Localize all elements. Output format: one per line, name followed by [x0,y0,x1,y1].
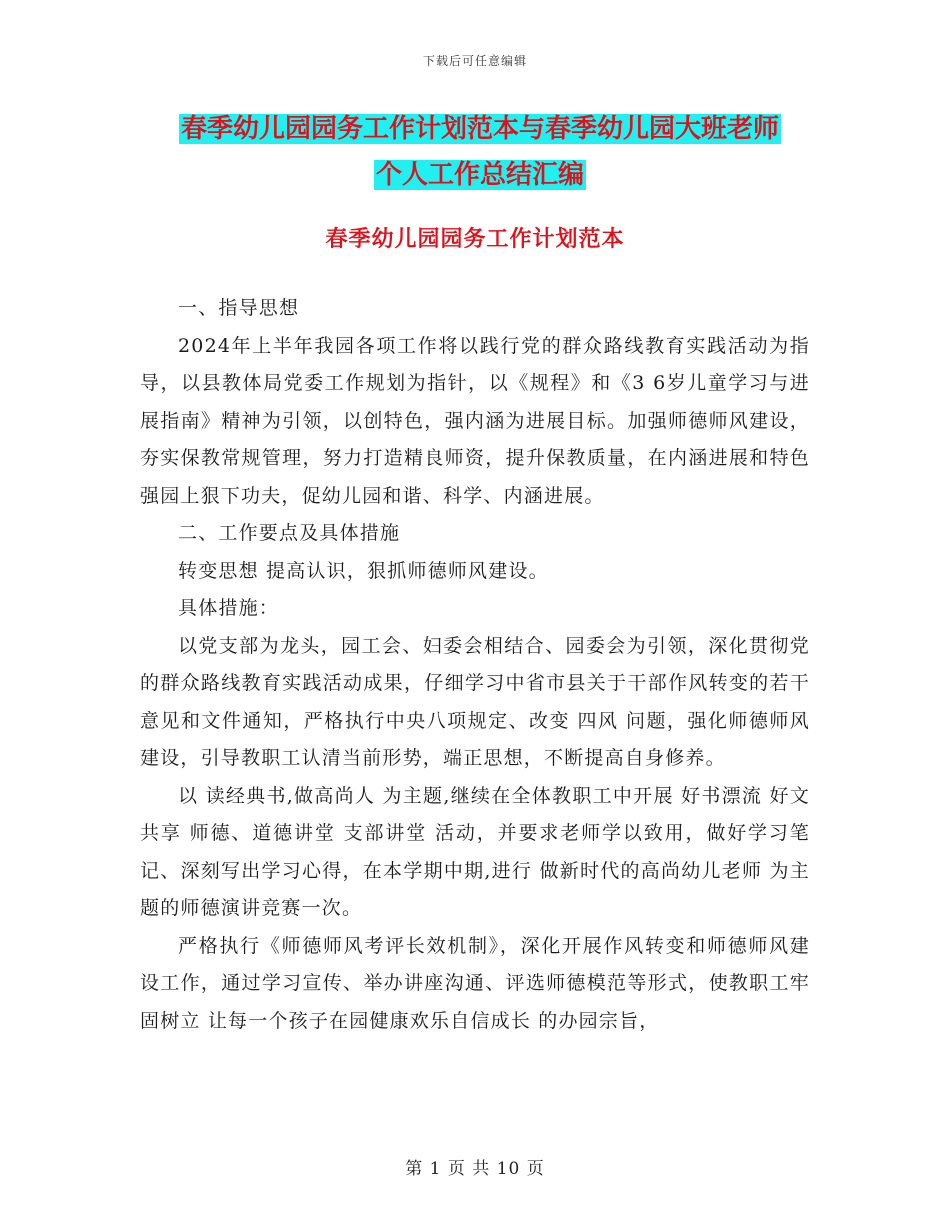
document-title-line-2: 个人工作总结汇编 [375,160,584,190]
page-number: 第 1 页 共 10 页 [405,1159,545,1179]
paragraph: 以党支部为龙头，园工会、妇委会相结合、园委会为引领，深化贯彻党的群众路线教育实践活动成果，仔细学习中省市县关于干部作风转变的若干意见和文件通知，严格执行中央八项规定、改变 四风 问题，强化师德师风建设，引导教职工认清当前形势，端正思想，不断提高自身修养。 [140,634,810,769]
paragraph: 具体措施： [178,597,280,619]
paragraph: 转变思想 提高认识，狠抓师德师风建设。 [178,559,549,582]
heading-guiding-thought: 一、指导思想 [178,297,300,319]
document-body [140,290,810,1040]
section-title: 春季幼儿园园务工作计划范本 [325,226,625,252]
document-title [140,106,820,198]
header-note: 下载后可任意编辑 [422,54,527,68]
document-title-line-1: 春季幼儿园园务工作计划范本与春季幼儿园大班老师 [180,114,779,144]
heading-work-points: 二、工作要点及具体措施 [178,522,401,544]
paragraph: 严格执行《师德师风考评长效机制》，深化开展作风转变和师德师风建设工作，通过学习宣传、举办讲座沟通、评选师德模范等形式，使教职工牢固树立 让每一个孩子在园健康欢乐自信成长 的办园宗旨， [140,934,810,1032]
paragraph: 2024年上半年我园各项工作将以践行党的群众路线教育实践活动为指导，以县教体局党委工作规划为指针，以《规程》和《3 6岁儿童学习与进展指南》精神为引领，以创特色，强内涵为进展目标。加强师德师风建设，夯实保教常规管理，努力打造精良师资，提升保教质量，在内涵进展和特色强园上狠下功夫，促幼儿园和谐、科学、内涵进展。 [140,334,810,507]
paragraph: 以 读经典书,做高尚人 为主题,继续在全体教职工中开展 好书漂流 好文共享 师德、道德讲堂 支部讲堂 活动，并要求老师学以致用，做好学习笔记、深刻写出学习心得，在本学期中期,进行 做新时代的高尚幼儿老师 为主题的师德演讲竞赛一次。 [140,784,810,919]
